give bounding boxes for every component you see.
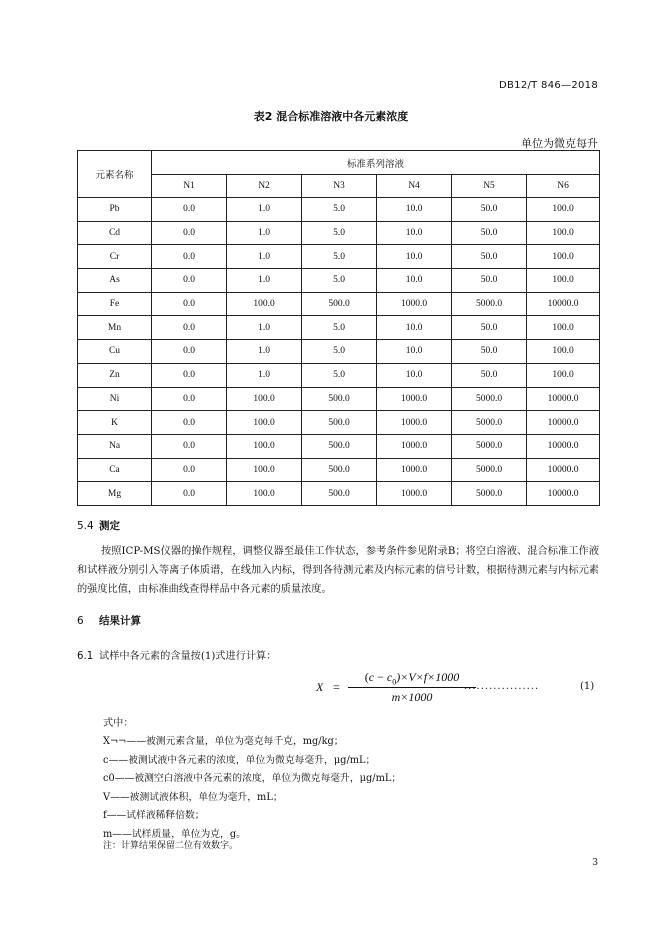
element-cell: K [78,411,152,435]
section-number: 5.4 [77,520,94,532]
value-cell: 5000.0 [452,387,527,411]
element-cell: Ca [78,458,152,482]
value-cell: 50.0 [452,245,527,269]
definition-item: X¬¬——被测元素含量，单位为毫克每千克，mg/kg； [103,736,344,747]
value-cell: 0.0 [152,434,227,458]
table-row [78,292,600,316]
definition-item: c——被测试液中各元素的浓度，单位为微克每毫升，μg/mL； [103,754,376,766]
formula-denominator: m×1000 [391,690,433,704]
value-cell: 1.0 [227,269,302,293]
value-cell: 10.0 [377,245,452,269]
element-cell: As [78,269,152,293]
value-cell: 50.0 [452,221,527,245]
element-cell: Pb [78,198,152,222]
value-cell: 5.0 [302,363,377,387]
level-header: N1 [152,175,227,198]
table-row [78,363,600,387]
value-cell: 10000.0 [527,292,600,316]
value-cell: 1.0 [227,221,302,245]
value-cell: 500.0 [302,458,377,482]
value-cell: 5.0 [302,340,377,364]
page-number: 3 [592,858,598,868]
value-cell: 100.0 [527,316,600,340]
value-cell: 100.0 [227,411,302,435]
formula-equals: = [333,680,340,694]
section-5-4-text: 按照ICP-MS仪器的操作规程，调整仪器至最佳工作状态，参考条件参见附录B；将空白溶液、混合标准工作液和试样液分别引入等离子体质谱，在线加入内标，得到各待测元素及内标元素的信号计数，根据待测元素与内标元素的强度比值，由标准曲线查得样品中各元素的质量浓度。 [77,546,599,595]
table-body [78,198,600,506]
value-cell: 0.0 [152,292,227,316]
formula-leader-dots: .................. [464,681,540,692]
value-cell: 5000.0 [452,292,527,316]
value-cell: 0.0 [152,221,227,245]
where-label: 式中： [103,718,134,729]
definition-item: f——试样液稀释倍数； [103,810,205,822]
section-6-heading [77,613,141,628]
definition-item: c0——被测空白溶液中各元素的浓度，单位为微克每毫升，μg/mL； [103,773,402,785]
value-cell: 100.0 [227,434,302,458]
level-header: N6 [527,175,600,198]
table-row [78,411,600,435]
table-unit: 单位为微克每升 [521,137,598,150]
fraction-bar [348,687,476,688]
section-number: 6 [77,615,84,627]
value-cell: 10.0 [377,221,452,245]
value-cell: 5.0 [302,245,377,269]
value-cell: 1.0 [227,316,302,340]
value-cell: 500.0 [302,387,377,411]
value-cell: 100.0 [527,269,600,293]
value-cell: 500.0 [302,411,377,435]
value-cell: 0.0 [152,316,227,340]
table-row [78,387,600,411]
value-cell: 50.0 [452,316,527,340]
table-row [78,340,600,364]
value-cell: 1000.0 [377,292,452,316]
table-row [78,245,600,269]
value-cell: 100.0 [227,482,302,506]
header-element: 元素名称 [78,151,152,198]
section-title: 测定 [99,520,120,532]
value-cell: 1000.0 [377,411,452,435]
value-cell: 0.0 [152,245,227,269]
value-cell: 1.0 [227,340,302,364]
formula-fraction [348,668,476,705]
subscript-zero: 0 [392,677,397,687]
value-cell: 10.0 [377,269,452,293]
element-cell: Cu [78,340,152,364]
value-cell: 5.0 [302,221,377,245]
value-cell: 5.0 [302,269,377,293]
section-title: 结果计算 [99,615,141,627]
value-cell: 500.0 [302,292,377,316]
value-cell: 10000.0 [527,482,600,506]
level-header: N3 [302,175,377,198]
table-row [78,269,600,293]
element-cell: Ni [78,387,152,411]
value-cell: 500.0 [302,434,377,458]
var-c: c [368,670,375,684]
table-row [78,458,600,482]
definition-item: V——被测试液体积，单位为毫升，mL； [103,791,283,803]
value-cell: 5000.0 [452,482,527,506]
value-cell: 100.0 [227,458,302,482]
section-6-1-text: 试样中各元素的含量按(1)式进行计算： [99,651,277,662]
level-header: N4 [377,175,452,198]
paren-open: ( [364,670,369,684]
element-cell: Cr [78,245,152,269]
document-code: DB12/T 846—2018 [499,80,598,91]
element-cell: Mg [78,482,152,506]
value-cell: 1000.0 [377,482,452,506]
value-cell: 50.0 [452,269,527,293]
table-row [78,221,600,245]
value-cell: 0.0 [152,363,227,387]
element-cell: Mn [78,316,152,340]
level-header: N5 [452,175,527,198]
table-row [78,198,600,222]
value-cell: 100.0 [527,245,600,269]
value-cell: 1000.0 [377,434,452,458]
table-row [78,434,600,458]
value-cell: 500.0 [302,482,377,506]
value-cell: 10000.0 [527,458,600,482]
section-5-4-heading [77,518,120,533]
value-cell: 100.0 [527,198,600,222]
element-cell: Cd [78,221,152,245]
value-cell: 1000.0 [377,387,452,411]
value-cell: 0.0 [152,387,227,411]
level-header-row [78,175,600,198]
value-cell: 5000.0 [452,458,527,482]
section-6-1 [77,647,276,662]
value-cell: 10000.0 [527,411,600,435]
value-cell: 5.0 [302,316,377,340]
result-note: 注：计算结果保留二位有效数字。 [103,841,239,851]
value-cell: 100.0 [527,340,600,364]
element-cell: Na [78,434,152,458]
section-number: 6.1 [77,651,94,662]
value-cell: 10.0 [377,198,452,222]
value-cell: 0.0 [152,482,227,506]
value-cell: 5000.0 [452,434,527,458]
minus-sign: − [374,670,387,684]
definition-item: m——试样质量，单位为克，g。 [103,828,246,840]
value-cell: 50.0 [452,340,527,364]
value-cell: 5.0 [302,198,377,222]
value-cell: 10.0 [377,363,452,387]
numerator-rest: )×V×f×1000 [396,670,460,684]
table-row [78,482,600,506]
value-cell: 10.0 [377,316,452,340]
value-cell: 50.0 [452,363,527,387]
variable-definitions [103,733,401,845]
value-cell: 5000.0 [452,411,527,435]
value-cell: 100.0 [527,221,600,245]
value-cell: 1000.0 [377,458,452,482]
value-cell: 1.0 [227,363,302,387]
value-cell: 10000.0 [527,387,600,411]
value-cell: 0.0 [152,411,227,435]
formula-number: (1) [580,681,595,692]
element-cell: Zn [78,363,152,387]
value-cell: 0.0 [152,458,227,482]
value-cell: 0.0 [152,269,227,293]
level-header: N2 [227,175,302,198]
value-cell: 10000.0 [527,434,600,458]
element-cell: Fe [78,292,152,316]
concentration-table [77,150,600,506]
value-cell: 100.0 [527,363,600,387]
var-c0: c [386,670,393,684]
formula-numerator [348,668,476,686]
value-cell: 1.0 [227,245,302,269]
value-cell: 10.0 [377,340,452,364]
table-caption: 表2 混合标准溶液中各元素浓度 [253,110,409,123]
value-cell: 50.0 [452,198,527,222]
table-row [78,316,600,340]
value-cell: 0.0 [152,198,227,222]
value-cell: 100.0 [227,387,302,411]
formula-lhs: X [316,680,324,694]
value-cell: 100.0 [227,292,302,316]
value-cell: 1.0 [227,198,302,222]
header-standard-series: 标准系列溶液 [152,151,600,175]
value-cell: 0.0 [152,340,227,364]
